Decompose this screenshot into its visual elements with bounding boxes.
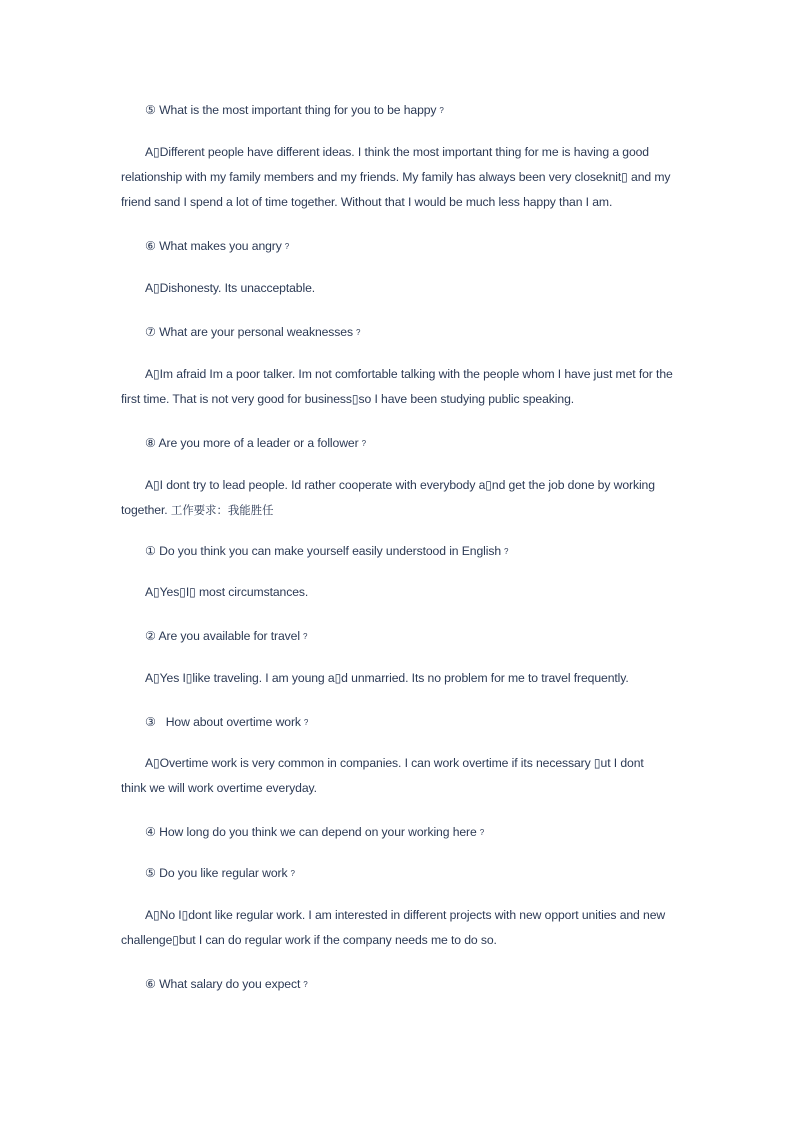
- question-mark: ?: [504, 547, 509, 556]
- question-mark: ?: [290, 869, 295, 878]
- question-line: [145, 628, 307, 645]
- question-text: What makes you angry: [159, 239, 282, 253]
- question-mark: ?: [303, 718, 309, 727]
- question-text: How about overtime work: [159, 715, 301, 729]
- answer-line: [121, 502, 273, 518]
- question-line: [145, 435, 366, 452]
- question-mark: ?: [361, 439, 366, 448]
- question-text: Are you available for travel: [158, 629, 300, 643]
- question-line: [145, 976, 308, 993]
- question-line: [145, 324, 360, 341]
- question-text: Do you like regular work: [159, 866, 288, 880]
- question-mark: ?: [284, 242, 290, 251]
- question-number: ⑤: [145, 103, 156, 117]
- section-heading: 工作要求：我能胜任: [170, 503, 274, 517]
- question-text: Are you more of a leader or a follower: [158, 436, 359, 450]
- answer-line: A▯Dishonesty. Its unacceptable.: [145, 281, 316, 295]
- question-line: [145, 865, 295, 882]
- answer-line: first time. That is not very good for business▯so I have been studying public speaking.: [121, 392, 575, 406]
- question-number: ⑧: [145, 436, 156, 450]
- question-number: ①: [145, 544, 156, 558]
- answer-text: together.: [121, 503, 168, 517]
- answer-line: A▯Overtime work is very common in companies. I can work overtime if its necessary ▯ut I dont: [145, 756, 644, 770]
- answer-line: challenge▯but I can do regular work if the company needs me to do so.: [121, 933, 497, 947]
- question-number: ⑥: [145, 239, 156, 253]
- question-mark: ?: [355, 328, 361, 337]
- answer-line: A▯Yes▯I▯ most circumstances.: [145, 585, 309, 599]
- question-mark: ?: [479, 828, 485, 837]
- answer-line: friend sand I spend a lot of time together. Without that I would be much less happy than I am.: [121, 195, 613, 209]
- question-text: What is the most important thing for you to be happy: [159, 103, 437, 117]
- question-text: Do you think you can make yourself easily understood in English: [159, 544, 502, 558]
- question-mark: ?: [303, 980, 308, 989]
- question-text: What salary do you expect: [159, 977, 301, 991]
- question-number: ②: [145, 629, 156, 643]
- question-line: [145, 543, 508, 560]
- question-number: ③: [145, 715, 156, 729]
- answer-line: A▯Im afraid Im a poor talker. Im not comfortable talking with the people whom I have just met for the: [145, 367, 673, 381]
- answer-line: A▯I dont try to lead people. Id rather cooperate with everybody a▯nd get the job done by working: [145, 478, 655, 492]
- question-line: [145, 824, 484, 841]
- question-mark: ?: [302, 632, 308, 641]
- question-number: ④: [145, 825, 156, 839]
- question-number: ⑦: [145, 325, 156, 339]
- question-line: [145, 714, 308, 731]
- question-line: [145, 238, 289, 255]
- answer-line: A▯Different people have different ideas. I think the most important thing for me is having a good: [145, 145, 649, 159]
- answer-line: A▯No I▯dont like regular work. I am interested in different projects with new opport unities and new: [145, 908, 666, 922]
- answer-line: A▯Yes I▯like traveling. I am young a▯d unmarried. Its no problem for me to travel frequently.: [145, 671, 629, 685]
- question-number: ⑥: [145, 977, 156, 991]
- question-text: What are your personal weaknesses: [159, 325, 353, 339]
- answer-line: relationship with my family members and my friends. My family has always been very closeknit▯ and my: [121, 170, 671, 184]
- question-number: ⑤: [145, 866, 156, 880]
- answer-line: think we will work overtime everyday.: [121, 781, 317, 795]
- question-text: How long do you think we can depend on your working here: [159, 825, 477, 839]
- question-line: [145, 102, 444, 119]
- question-mark: ?: [439, 106, 444, 115]
